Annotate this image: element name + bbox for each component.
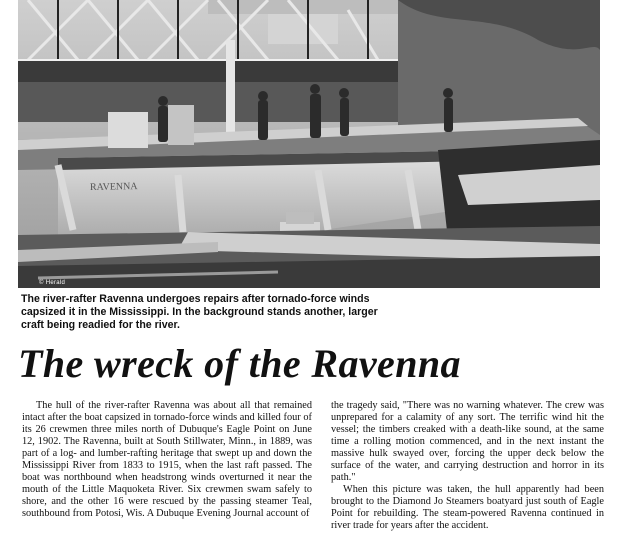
- photo-caption: The river-rafter Ravenna undergoes repairs after tornado-force winds capsized it in the Mississippi. In the background stands another, larger craft being readied for the river.: [21, 293, 378, 331]
- ravenna-hull-photo: [18, 0, 600, 288]
- photo-credit: © Herald: [39, 280, 66, 286]
- hull-lettering: RAVENNA: [89, 181, 138, 193]
- boatyard-scene: [18, 0, 600, 288]
- article-column-1: The hull of the river-rafter Ravenna was about all that remained intact after the boat capsized in tornado-force winds and killed four of its 26 crewmen three miles north of Dubuque's Eagle Point on June 12, 1902. The Ravenna, built at South Stillwater, Minn., in 1889, was part of a log- and lumber-rafting heritage that swept up and down the Mississippi River from 1833 to 1915, when the last raft passed. The boat was northbound when headstrong winds overturned it near the mouth of the Little Maquoketa River. Six crewmen swam safely to shore, and the other 16 were rescued by the passing steamer Teal, southbound from Potosi, Wis. A Dubuque Evening Journal account of: [22, 400, 312, 519]
- article-paragraph-continued: the tragedy said, "There was no warning whatever. The crew was unprepared for a calamity of any sort. The terrific wind hit the vessel; the timbers creaked with a death-like sound, at the same time a rolling motion commenced, and in the next instant the massive hulk swayed over, forcing the upper deck below the surface of the water, and carrying destruction and horror in its path.": [331, 400, 604, 483]
- article-column-2: [331, 400, 604, 531]
- headline: The wreck of the Ravenna: [18, 341, 461, 386]
- article-paragraph-2: When this picture was taken, the hull apparently had been brought to the Diamond Jo Steamers boatyard just south of Eagle Point for rebuilding. The steam-powered Ravenna continued in river trade for years after the accident.: [331, 483, 604, 531]
